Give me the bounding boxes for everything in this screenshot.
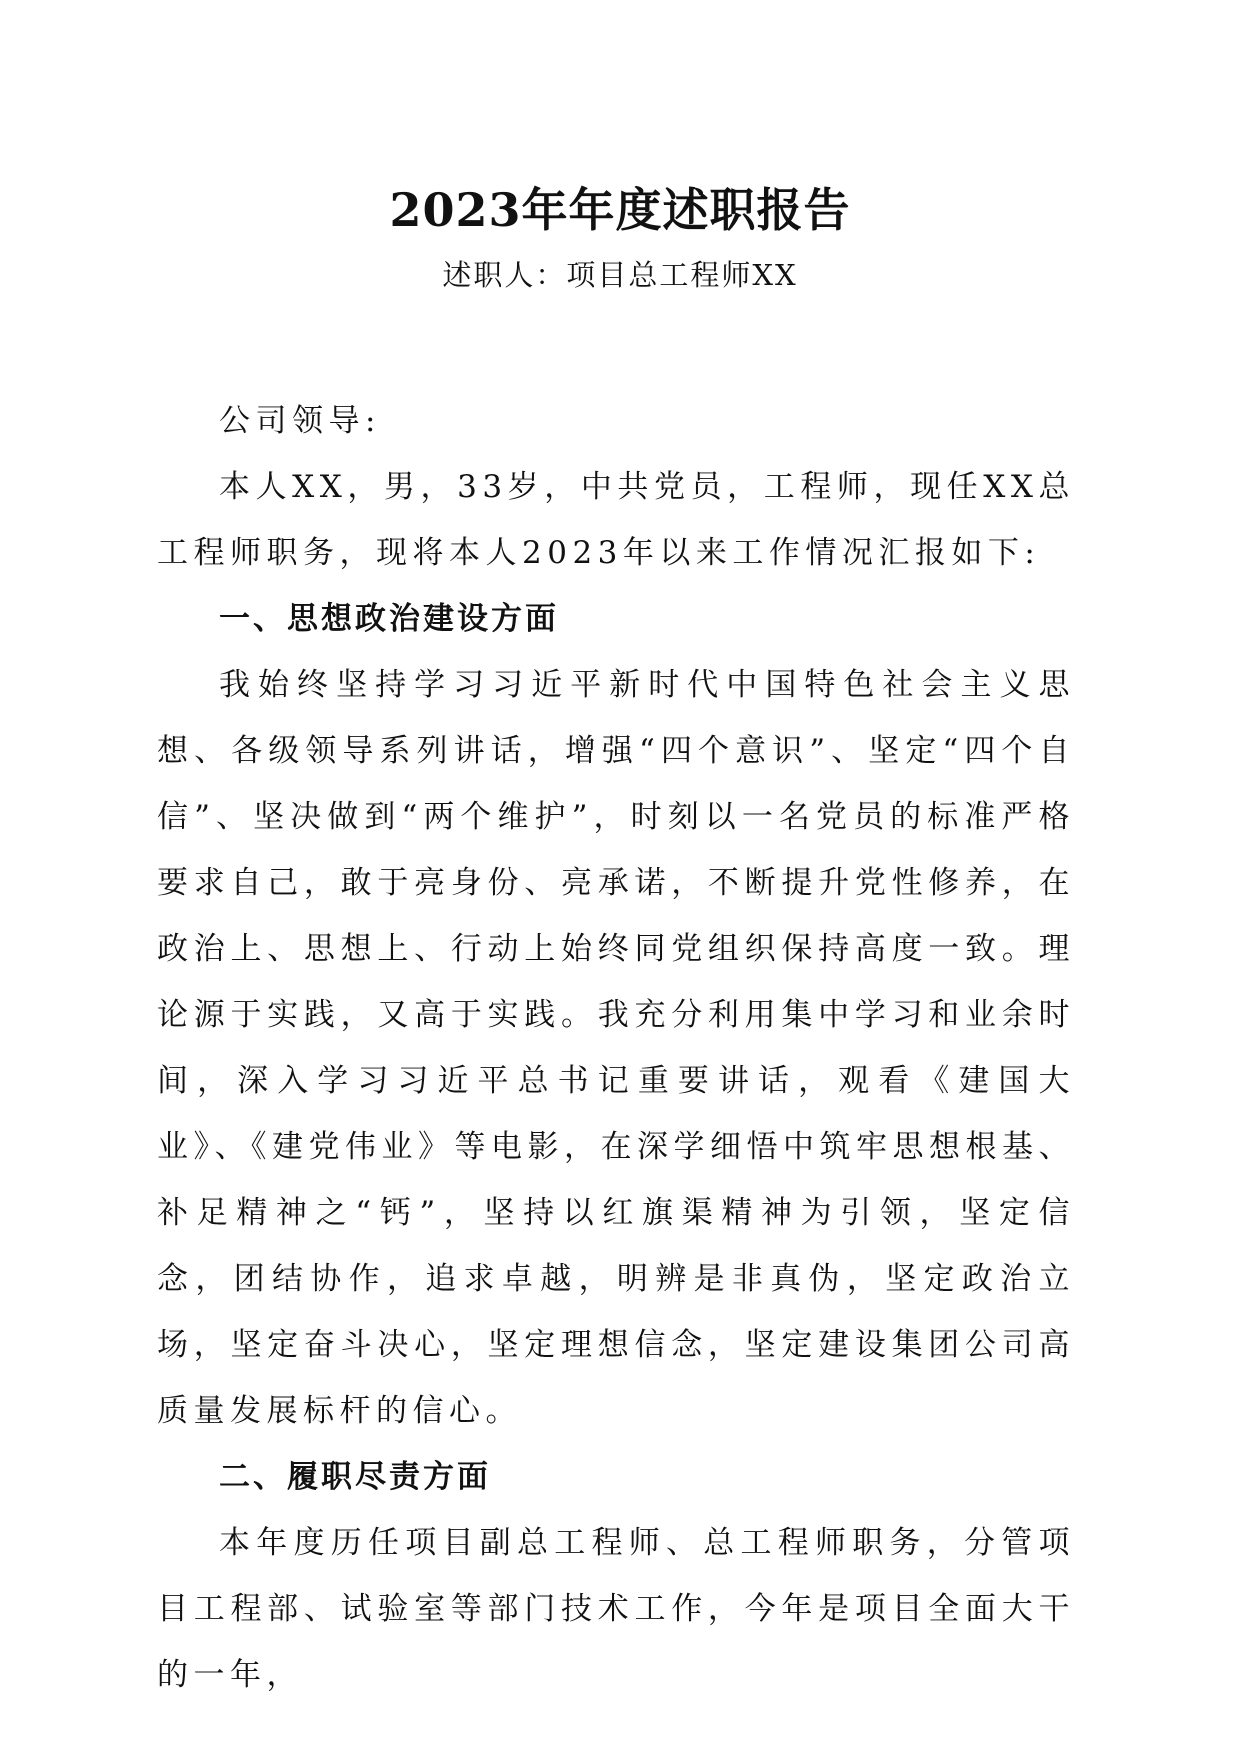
salutation: 公司领导: <box>219 403 381 439</box>
intro-paragraph: 本人XX，男，33岁，中共党员，工程师，现任XX总工程师职务，现将本人2023年以来工作情况汇报如下: <box>157 469 1075 571</box>
document-byline: 述职人：项目总工程师XX <box>442 258 798 292</box>
section-heading-duties: 二、履职尽责方面 <box>219 1459 491 1495</box>
document-title: 2023年年度述职报告 <box>389 183 851 237</box>
section-paragraph-political: 我始终坚持学习习近平新时代中国特色社会主义思想、各级领导系列讲话，增强“四个意识”、坚定“四个自信”、坚决做到“两个维护”，时刻以一名党员的标准严格要求自己，敢于亮身份、亮承诺，不断提升党性修养，在政治上、思想上、行动上始终同党组织保持高度一致。理论源于实践，又高于实践。我充分利用集中学习和业余时间，深入学习习近平总书记重要讲话，观看《建国大业》、《建党伟业》等电影，在深学细悟中筑牢思想根基、补足精神之“钙”，坚持以红旗渠精神为引领，坚定信念，团结协作，追求卓越，明辨是非真伪，坚定政治立场，坚定奋斗决心，坚定理想信念，坚定建设集团公司高质量发展标杆的信心。 <box>157 667 1075 1429</box>
section-paragraph-duties: 本年度历任项目副总工程师、总工程师职务，分管项目工程部、试验室等部门技术工作，今年是项目全面大干的一年， <box>157 1525 1075 1693</box>
section-heading-political: 一、思想政治建设方面 <box>219 601 559 637</box>
document-body <box>157 388 1075 1708</box>
